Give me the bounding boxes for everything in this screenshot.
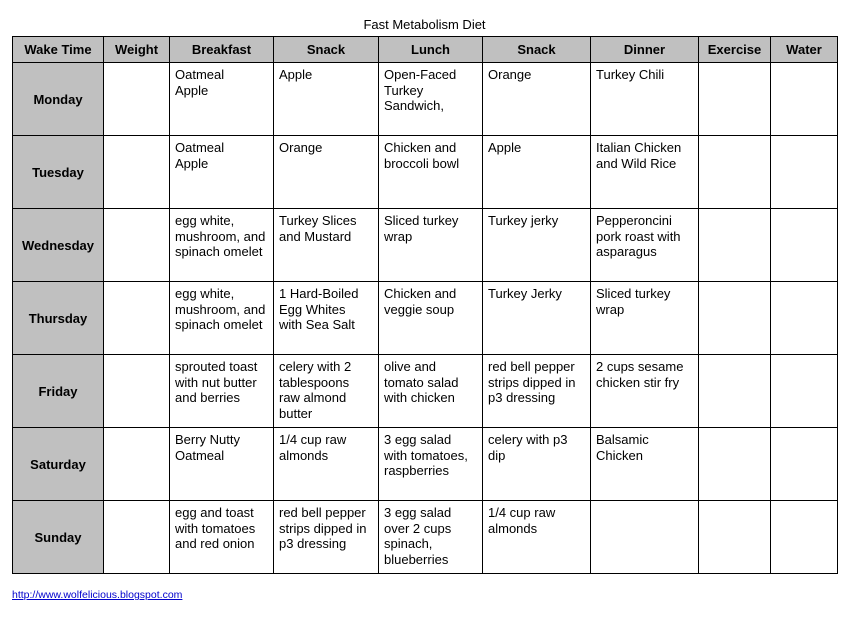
snack2-cell: red bell pepper strips dipped in p3 dressing	[483, 355, 591, 428]
diet-table	[12, 36, 838, 574]
snack1-cell: celery with 2 tablespoons raw almond butter	[274, 355, 379, 428]
col-header-water: Water	[771, 37, 838, 63]
water-cell	[771, 355, 838, 428]
page-title: Fast Metabolism Diet	[363, 17, 486, 32]
col-header-exercise: Exercise	[699, 37, 771, 63]
exercise-cell	[699, 282, 771, 355]
blog-link[interactable]: http://www.wolfelicious.blogspot.com	[12, 589, 183, 601]
table-row	[13, 501, 838, 574]
snack2-cell: Turkey Jerky	[483, 282, 591, 355]
breakfast-cell: egg white, mushroom, and spinach omelet	[170, 209, 274, 282]
breakfast-cell: egg and toast with tomatoes and red onion	[170, 501, 274, 574]
weight-cell	[104, 136, 170, 209]
exercise-cell	[699, 355, 771, 428]
table-row	[13, 282, 838, 355]
col-header-weight: Weight	[104, 37, 170, 63]
water-cell	[771, 63, 838, 136]
day-label: Tuesday	[13, 136, 104, 209]
day-label: Saturday	[13, 428, 104, 501]
exercise-cell	[699, 428, 771, 501]
weight-cell	[104, 63, 170, 136]
water-cell	[771, 209, 838, 282]
water-cell	[771, 501, 838, 574]
exercise-cell	[699, 209, 771, 282]
breakfast-cell: Oatmeal Apple	[170, 63, 274, 136]
snack1-cell: 1 Hard-Boiled Egg Whites with Sea Salt	[274, 282, 379, 355]
day-label: Thursday	[13, 282, 104, 355]
lunch-cell: Sliced turkey wrap	[379, 209, 483, 282]
water-cell	[771, 136, 838, 209]
water-cell	[771, 282, 838, 355]
lunch-cell: olive and tomato salad with chicken	[379, 355, 483, 428]
col-header-breakfast: Breakfast	[170, 37, 274, 63]
table-row	[13, 136, 838, 209]
dinner-cell: Sliced turkey wrap	[591, 282, 699, 355]
dinner-cell: Turkey Chili	[591, 63, 699, 136]
breakfast-cell: sprouted toast with nut butter and berries	[170, 355, 274, 428]
snack2-cell: Orange	[483, 63, 591, 136]
dinner-cell: 2 cups sesame chicken stir fry	[591, 355, 699, 428]
dinner-cell: Pepperoncini pork roast with asparagus	[591, 209, 699, 282]
table-row	[13, 355, 838, 428]
snack2-cell: 1/4 cup raw almonds	[483, 501, 591, 574]
exercise-cell	[699, 501, 771, 574]
col-header-wake-time: Wake Time	[13, 37, 104, 63]
snack2-cell: Turkey jerky	[483, 209, 591, 282]
dinner-cell: Italian Chicken and Wild Rice	[591, 136, 699, 209]
dinner-cell: Balsamic Chicken	[591, 428, 699, 501]
table-row	[13, 63, 838, 136]
col-header-lunch: Lunch	[379, 37, 483, 63]
lunch-cell: 3 egg salad over 2 cups spinach, blueberries	[379, 501, 483, 574]
header-row	[13, 37, 838, 63]
col-header-dinner: Dinner	[591, 37, 699, 63]
day-label: Friday	[13, 355, 104, 428]
col-header-snack: Snack	[274, 37, 379, 63]
lunch-cell: Open-Faced Turkey Sandwich,	[379, 63, 483, 136]
weight-cell	[104, 501, 170, 574]
table-row	[13, 209, 838, 282]
snack2-cell: Apple	[483, 136, 591, 209]
snack1-cell: Turkey Slices and Mustard	[274, 209, 379, 282]
weight-cell	[104, 355, 170, 428]
lunch-cell: Chicken and veggie soup	[379, 282, 483, 355]
snack2-cell: celery with p3 dip	[483, 428, 591, 501]
dinner-cell	[591, 501, 699, 574]
weight-cell	[104, 209, 170, 282]
table-row	[13, 428, 838, 501]
exercise-cell	[699, 63, 771, 136]
snack1-cell: red bell pepper strips dipped in p3 dressing	[274, 501, 379, 574]
lunch-cell: 3 egg salad with tomatoes, raspberries	[379, 428, 483, 501]
lunch-cell: Chicken and broccoli bowl	[379, 136, 483, 209]
breakfast-cell: egg white, mushroom, and spinach omelet	[170, 282, 274, 355]
weight-cell	[104, 428, 170, 501]
snack1-cell: 1/4 cup raw almonds	[274, 428, 379, 501]
breakfast-cell: Berry Nutty Oatmeal	[170, 428, 274, 501]
snack1-cell: Orange	[274, 136, 379, 209]
snack1-cell: Apple	[274, 63, 379, 136]
col-header-snack: Snack	[483, 37, 591, 63]
day-label: Monday	[13, 63, 104, 136]
water-cell	[771, 428, 838, 501]
exercise-cell	[699, 136, 771, 209]
day-label: Wednesday	[13, 209, 104, 282]
weight-cell	[104, 282, 170, 355]
day-label: Sunday	[13, 501, 104, 574]
breakfast-cell: Oatmeal Apple	[170, 136, 274, 209]
